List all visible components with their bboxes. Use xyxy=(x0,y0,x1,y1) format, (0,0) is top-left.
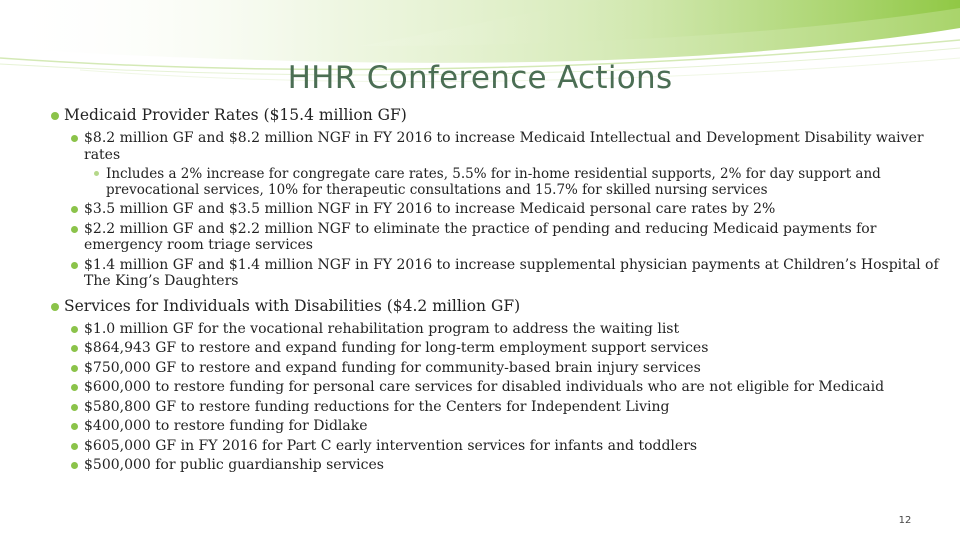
bullet-item-text: $580,800 GF to restore funding reductions for the Centers for Independent Living xyxy=(84,398,670,415)
sub-bullet-item-text: Includes a 2% increase for congregate care rates, 5.5% for in-home residential supports, 2% for day support and prevocational services, 10% for therapeutic consultations and 15.7% for skilled nursing services xyxy=(106,166,881,198)
bullet-icon xyxy=(51,303,59,311)
section-heading xyxy=(24,297,949,315)
bullet-item xyxy=(24,418,949,435)
bullet-item-text: $750,000 GF to restore and expand funding for community-based brain injury services xyxy=(84,359,701,376)
bullet-item xyxy=(24,340,949,357)
bullet-item xyxy=(24,457,949,474)
bullet-icon xyxy=(71,423,78,430)
bullet-item xyxy=(24,257,949,290)
bullet-item-text: $500,000 for public guardianship services xyxy=(84,457,384,473)
bullet-item-text: $8.2 million GF and $8.2 million NGF in FY 2016 to increase Medicaid Intellectual and Development Disability waiver rates xyxy=(84,130,924,163)
bullet-icon xyxy=(71,226,78,233)
bullet-item xyxy=(24,130,949,163)
bullet-item xyxy=(24,399,949,416)
bullet-icon xyxy=(71,345,78,352)
bullet-item-text: $2.2 million GF and $2.2 million NGF to eliminate the practice of pending and reducing Medicaid payments for emergency room triage services xyxy=(84,220,877,253)
bullet-icon xyxy=(51,112,59,120)
slide-content xyxy=(24,106,949,477)
bullet-item xyxy=(24,360,949,377)
bullet-item xyxy=(24,321,949,338)
bullet-item xyxy=(24,201,949,218)
slide-number: 12 xyxy=(898,515,912,526)
sub-bullet-item xyxy=(24,166,949,198)
bullet-icon xyxy=(71,443,78,450)
bullet-item-text: $605,000 GF in FY 2016 for Part C early intervention services for infants and toddlers xyxy=(84,437,698,454)
bullet-icon xyxy=(71,206,78,213)
bullet-icon xyxy=(71,262,78,269)
bullet-item-text: $864,943 GF to restore and expand funding for long-term employment support services xyxy=(84,340,709,356)
bullet-item xyxy=(24,438,949,455)
section-heading-text: Services for Individuals with Disabilities ($4.2 million GF) xyxy=(64,296,521,315)
bullet-item-text: $3.5 million GF and $3.5 million NGF in FY 2016 to increase Medicaid personal care rates by 2% xyxy=(84,201,776,217)
bullet-icon xyxy=(71,462,78,469)
bullet-icon xyxy=(71,135,78,142)
bullet-icon xyxy=(71,326,78,333)
bullet-item-text: $1.0 million GF for the vocational rehabilitation program to address the waiting list xyxy=(84,320,680,337)
section-heading-text: Medicaid Provider Rates ($15.4 million GF) xyxy=(64,106,407,124)
bullet-item xyxy=(24,221,949,254)
bullet-icon xyxy=(71,384,78,391)
bullet-item-text: $1.4 million GF and $1.4 million NGF in FY 2016 to increase supplemental physician payments at Children’s Hospital of The King’s Daughters xyxy=(84,256,939,289)
bullet-icon xyxy=(71,404,78,411)
bullet-item-text: $400,000 to restore funding for Didlake xyxy=(84,418,368,434)
slide-title: HHR Conference Actions xyxy=(287,60,673,96)
bullet-item-text: $600,000 to restore funding for personal care services for disabled individuals who are not eligible for Medicaid xyxy=(84,379,885,395)
bullet-icon xyxy=(71,365,78,372)
section-heading xyxy=(24,106,949,124)
bullet-item xyxy=(24,379,949,396)
bullet-icon xyxy=(94,171,99,176)
